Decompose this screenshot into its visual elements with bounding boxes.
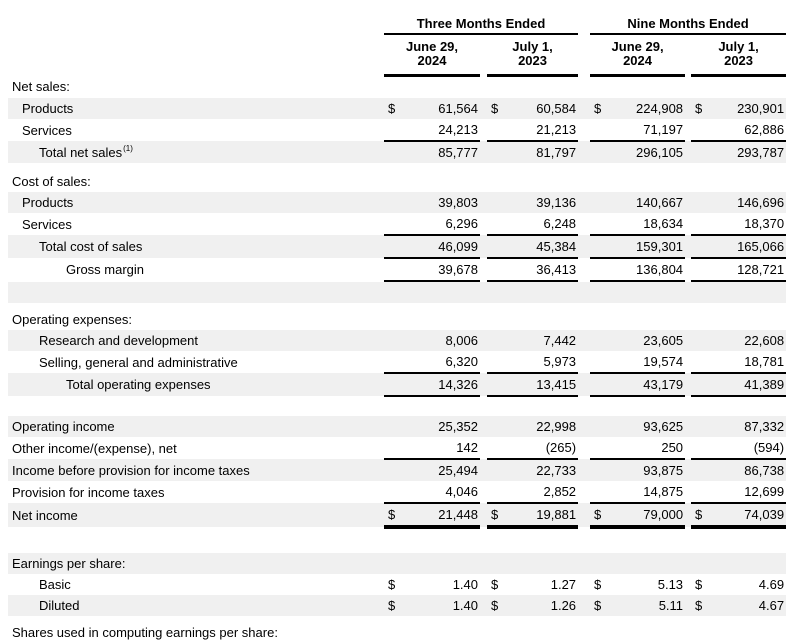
row-label: Total cost of sales (8, 235, 384, 258)
value-cell: 5.11 (606, 595, 685, 616)
value-cell: 21,448 (400, 503, 480, 527)
date-line: June 29, (384, 40, 480, 54)
value-cell: 19,574 (606, 351, 685, 373)
table-row (8, 258, 786, 281)
column-gap (578, 553, 590, 574)
column-gap (578, 192, 590, 213)
table-row (8, 309, 786, 330)
currency-symbol-cell (384, 330, 400, 351)
label-column-spacer (8, 34, 384, 76)
value-cell: 39,136 (503, 192, 578, 213)
currency-symbol-cell (384, 258, 400, 281)
value-cell: 18,781 (707, 351, 786, 373)
date-line: June 29, (590, 40, 685, 54)
value-cell (503, 622, 578, 643)
currency-symbol-cell (691, 76, 707, 99)
row-label: Basic (8, 574, 384, 595)
value-cell: 85,777 (400, 141, 480, 163)
currency-symbol-cell (487, 119, 503, 141)
row-label: Gross margin (8, 258, 384, 281)
value-cell: 128,721 (707, 258, 786, 281)
value-cell: 8,006 (400, 330, 480, 351)
value-cell (606, 309, 685, 330)
value-cell: (265) (503, 437, 578, 459)
currency-symbol-cell (384, 416, 400, 437)
table-row (8, 235, 786, 258)
column-gap (578, 373, 590, 396)
currency-symbol-cell (487, 76, 503, 99)
table-row (8, 622, 786, 643)
currency-symbol-cell (590, 481, 606, 503)
table-row (8, 459, 786, 481)
spacer-row (8, 396, 786, 416)
currency-symbol-cell (384, 459, 400, 481)
currency-symbol-cell (487, 416, 503, 437)
value-cell: 74,039 (707, 503, 786, 527)
spacer-row (8, 281, 786, 303)
currency-symbol-cell (590, 76, 606, 99)
value-cell (503, 76, 578, 99)
currency-symbol-cell (691, 459, 707, 481)
value-cell: 93,875 (606, 459, 685, 481)
currency-symbol-cell (487, 171, 503, 192)
value-cell: 2,852 (503, 481, 578, 503)
value-cell (400, 622, 480, 643)
currency-symbol-cell: $ (487, 574, 503, 595)
currency-symbol-cell (691, 373, 707, 396)
currency-symbol-cell (487, 330, 503, 351)
date-line: 2023 (691, 54, 786, 68)
currency-symbol-cell (487, 258, 503, 281)
currency-symbol-cell (487, 553, 503, 574)
column-gap (578, 171, 590, 192)
value-cell: 62,886 (707, 119, 786, 141)
currency-symbol-cell (384, 481, 400, 503)
column-header-q3-2023 (487, 34, 578, 76)
value-cell (400, 553, 480, 574)
currency-symbol-cell (590, 171, 606, 192)
currency-symbol-cell (691, 309, 707, 330)
currency-symbol-cell (691, 437, 707, 459)
currency-symbol-cell (691, 351, 707, 373)
value-cell: 23,605 (606, 330, 685, 351)
currency-symbol-cell: $ (487, 503, 503, 527)
column-gap (480, 235, 487, 258)
value-cell: 46,099 (400, 235, 480, 258)
value-cell: 18,634 (606, 213, 685, 235)
value-cell: 36,413 (503, 258, 578, 281)
row-label: Research and development (8, 330, 384, 351)
row-label: Selling, general and administrative (8, 351, 384, 373)
date-line: July 1, (691, 40, 786, 54)
currency-symbol-cell (487, 622, 503, 643)
value-cell: 18,370 (707, 213, 786, 235)
column-gap (578, 98, 590, 119)
value-cell: 5.13 (606, 574, 685, 595)
column-gap (578, 351, 590, 373)
column-gap (578, 309, 590, 330)
value-cell: 71,197 (606, 119, 685, 141)
value-cell: 39,803 (400, 192, 480, 213)
value-cell: 87,332 (707, 416, 786, 437)
column-gap (480, 437, 487, 459)
value-cell: 1.27 (503, 574, 578, 595)
row-label: Products (8, 98, 384, 119)
value-cell: 43,179 (606, 373, 685, 396)
column-gap (480, 98, 487, 119)
currency-symbol-cell: $ (384, 503, 400, 527)
currency-symbol-cell: $ (384, 98, 400, 119)
currency-symbol-cell (487, 192, 503, 213)
currency-symbol-cell: $ (384, 595, 400, 616)
value-cell: 60,584 (503, 98, 578, 119)
column-gap (480, 351, 487, 373)
date-line: 2024 (384, 54, 480, 68)
currency-symbol-cell (487, 213, 503, 235)
value-cell (503, 553, 578, 574)
row-label: Services (8, 119, 384, 141)
table-row (8, 481, 786, 503)
column-gap (578, 481, 590, 503)
column-header-ytd-2023 (691, 34, 786, 76)
value-cell: 250 (606, 437, 685, 459)
group-header-row (8, 9, 786, 34)
value-cell (606, 553, 685, 574)
column-gap (480, 34, 487, 76)
column-gap (480, 459, 487, 481)
currency-symbol-cell (590, 330, 606, 351)
currency-symbol-cell (487, 437, 503, 459)
column-gap (578, 330, 590, 351)
column-gap (480, 373, 487, 396)
value-cell: 93,625 (606, 416, 685, 437)
value-cell: 19,881 (503, 503, 578, 527)
currency-symbol-cell: $ (590, 503, 606, 527)
value-cell: 24,213 (400, 119, 480, 141)
currency-symbol-cell (691, 141, 707, 163)
currency-symbol-cell (384, 76, 400, 99)
column-gap (480, 416, 487, 437)
value-cell: 7,442 (503, 330, 578, 351)
currency-symbol-cell (384, 437, 400, 459)
row-label: Operating income (8, 416, 384, 437)
currency-symbol-cell: $ (487, 98, 503, 119)
column-gap (480, 119, 487, 141)
value-cell (503, 171, 578, 192)
value-cell: 159,301 (606, 235, 685, 258)
currency-symbol-cell (691, 119, 707, 141)
value-cell: 14,326 (400, 373, 480, 396)
value-cell (707, 622, 786, 643)
group-header-three-months: Three Months Ended (384, 9, 578, 34)
table-row (8, 119, 786, 141)
value-cell: 165,066 (707, 235, 786, 258)
column-gap (578, 141, 590, 163)
footnote-marker: (1) (123, 144, 133, 153)
column-gap (480, 481, 487, 503)
table-row (8, 373, 786, 396)
currency-symbol-cell (590, 309, 606, 330)
currency-symbol-cell: $ (691, 98, 707, 119)
value-cell: 13,415 (503, 373, 578, 396)
column-header-q3-2024 (384, 34, 480, 76)
currency-symbol-cell (691, 192, 707, 213)
column-gap (480, 309, 487, 330)
currency-symbol-cell (590, 437, 606, 459)
column-gap (480, 553, 487, 574)
value-cell: 1.40 (400, 595, 480, 616)
column-gap (578, 622, 590, 643)
column-gap (578, 213, 590, 235)
table-row (8, 213, 786, 235)
group-gap (578, 34, 590, 76)
row-label: Net sales: (8, 76, 384, 99)
currency-symbol-cell (384, 171, 400, 192)
currency-symbol-cell (590, 351, 606, 373)
row-label: Other income/(expense), net (8, 437, 384, 459)
column-gap (578, 459, 590, 481)
column-gap (578, 235, 590, 258)
value-cell: 146,696 (707, 192, 786, 213)
value-cell: 224,908 (606, 98, 685, 119)
column-gap (578, 416, 590, 437)
value-cell: 25,352 (400, 416, 480, 437)
value-cell (606, 76, 685, 99)
column-gap (480, 213, 487, 235)
column-gap (578, 119, 590, 141)
currency-symbol-cell (691, 622, 707, 643)
currency-symbol-cell (590, 119, 606, 141)
currency-symbol-cell (590, 373, 606, 396)
value-cell: 14,875 (606, 481, 685, 503)
currency-symbol-cell: $ (487, 595, 503, 616)
currency-symbol-cell: $ (590, 574, 606, 595)
column-gap (480, 622, 487, 643)
currency-symbol-cell (590, 213, 606, 235)
currency-symbol-cell (691, 213, 707, 235)
currency-symbol-cell (384, 119, 400, 141)
table-row (8, 141, 786, 163)
currency-symbol-cell (691, 258, 707, 281)
value-cell: 293,787 (707, 141, 786, 163)
currency-symbol-cell (487, 351, 503, 373)
row-label: Provision for income taxes (8, 481, 384, 503)
currency-symbol-cell (384, 351, 400, 373)
row-label: Shares used in computing earnings per share: (8, 622, 384, 643)
currency-symbol-cell (384, 309, 400, 330)
column-gap (480, 503, 487, 527)
currency-symbol-cell (384, 192, 400, 213)
currency-symbol-cell: $ (590, 98, 606, 119)
value-cell: 12,699 (707, 481, 786, 503)
value-cell: (594) (707, 437, 786, 459)
value-cell (707, 171, 786, 192)
table-row (8, 503, 786, 527)
value-cell: 1.40 (400, 574, 480, 595)
value-cell: 230,901 (707, 98, 786, 119)
column-gap (578, 503, 590, 527)
value-cell (503, 309, 578, 330)
value-cell: 140,667 (606, 192, 685, 213)
value-cell: 41,389 (707, 373, 786, 396)
value-cell: 6,248 (503, 213, 578, 235)
currency-symbol-cell (691, 416, 707, 437)
row-label: Income before provision for income taxes (8, 459, 384, 481)
group-header-nine-months: Nine Months Ended (590, 9, 786, 34)
spacer-cell (8, 396, 786, 416)
table-row (8, 76, 786, 99)
column-gap (480, 141, 487, 163)
table-row (8, 330, 786, 351)
value-cell: 4.69 (707, 574, 786, 595)
currency-symbol-cell (590, 258, 606, 281)
table-row (8, 98, 786, 119)
currency-symbol-cell (691, 235, 707, 258)
column-gap (480, 171, 487, 192)
value-cell (707, 76, 786, 99)
value-cell (606, 622, 685, 643)
value-cell: 25,494 (400, 459, 480, 481)
row-label: Operating expenses: (8, 309, 384, 330)
currency-symbol-cell (487, 459, 503, 481)
currency-symbol-cell (487, 373, 503, 396)
currency-symbol-cell (691, 330, 707, 351)
value-cell (400, 171, 480, 192)
currency-symbol-cell (590, 192, 606, 213)
currency-symbol-cell: $ (691, 595, 707, 616)
date-header-row (8, 34, 786, 76)
column-gap (480, 330, 487, 351)
currency-symbol-cell: $ (691, 503, 707, 527)
table-row (8, 437, 786, 459)
value-cell: 22,608 (707, 330, 786, 351)
spacer-row (8, 163, 786, 171)
currency-symbol-cell (384, 141, 400, 163)
statements-of-operations-table (8, 9, 786, 643)
currency-symbol-cell: $ (590, 595, 606, 616)
spacer-cell (8, 527, 786, 553)
column-gap (578, 76, 590, 99)
table-row (8, 416, 786, 437)
table-row (8, 171, 786, 192)
currency-symbol-cell (384, 553, 400, 574)
currency-symbol-cell (487, 309, 503, 330)
currency-symbol-cell (691, 481, 707, 503)
group-gap (578, 9, 590, 34)
currency-symbol-cell: $ (384, 574, 400, 595)
value-cell: 5,973 (503, 351, 578, 373)
value-cell: 22,998 (503, 416, 578, 437)
date-line: July 1, (487, 40, 578, 54)
value-cell: 61,564 (400, 98, 480, 119)
label-column-spacer (8, 9, 384, 34)
value-cell (606, 171, 685, 192)
value-cell: 86,738 (707, 459, 786, 481)
currency-symbol-cell (487, 235, 503, 258)
column-gap (480, 192, 487, 213)
value-cell (400, 76, 480, 99)
column-gap (480, 76, 487, 99)
value-cell: 6,296 (400, 213, 480, 235)
spacer-row (8, 527, 786, 553)
row-label: Products (8, 192, 384, 213)
row-label: Net income (8, 503, 384, 527)
currency-symbol-cell (384, 622, 400, 643)
table-row (8, 351, 786, 373)
currency-symbol-cell (384, 213, 400, 235)
column-gap (480, 595, 487, 616)
column-header-ytd-2024 (590, 34, 685, 76)
value-cell: 79,000 (606, 503, 685, 527)
date-line: 2023 (487, 54, 578, 68)
currency-symbol-cell (590, 553, 606, 574)
table-body (8, 76, 786, 643)
row-label: Services (8, 213, 384, 235)
date-line: 2024 (590, 54, 685, 68)
value-cell: 81,797 (503, 141, 578, 163)
value-cell: 39,678 (400, 258, 480, 281)
currency-symbol-cell (384, 235, 400, 258)
value-cell: 296,105 (606, 141, 685, 163)
column-gap (578, 258, 590, 281)
spacer-cell (8, 163, 786, 171)
value-cell (707, 309, 786, 330)
column-gap (578, 595, 590, 616)
value-cell: 6,320 (400, 351, 480, 373)
row-label: Total operating expenses (8, 373, 384, 396)
value-cell (707, 553, 786, 574)
currency-symbol-cell (590, 459, 606, 481)
value-cell: 4,046 (400, 481, 480, 503)
value-cell: 4.67 (707, 595, 786, 616)
currency-symbol-cell (590, 235, 606, 258)
value-cell: 21,213 (503, 119, 578, 141)
value-cell: 136,804 (606, 258, 685, 281)
currency-symbol-cell (691, 171, 707, 192)
value-cell (400, 309, 480, 330)
column-gap (480, 258, 487, 281)
value-cell: 1.26 (503, 595, 578, 616)
value-cell: 45,384 (503, 235, 578, 258)
currency-symbol-cell (590, 416, 606, 437)
row-label: Total net sales$^{(1)}$ (8, 141, 384, 163)
currency-symbol-cell (590, 622, 606, 643)
table-row (8, 553, 786, 574)
currency-symbol-cell (487, 141, 503, 163)
currency-symbol-cell: $ (691, 574, 707, 595)
table-row (8, 192, 786, 213)
row-label: Cost of sales: (8, 171, 384, 192)
table-row (8, 595, 786, 616)
currency-symbol-cell (590, 141, 606, 163)
value-cell: 22,733 (503, 459, 578, 481)
column-gap (578, 437, 590, 459)
currency-symbol-cell (691, 553, 707, 574)
currency-symbol-cell (487, 481, 503, 503)
row-label: Earnings per share: (8, 553, 384, 574)
value-cell: 142 (400, 437, 480, 459)
row-label: Diluted (8, 595, 384, 616)
currency-symbol-cell (384, 373, 400, 396)
spacer-cell (8, 281, 786, 303)
